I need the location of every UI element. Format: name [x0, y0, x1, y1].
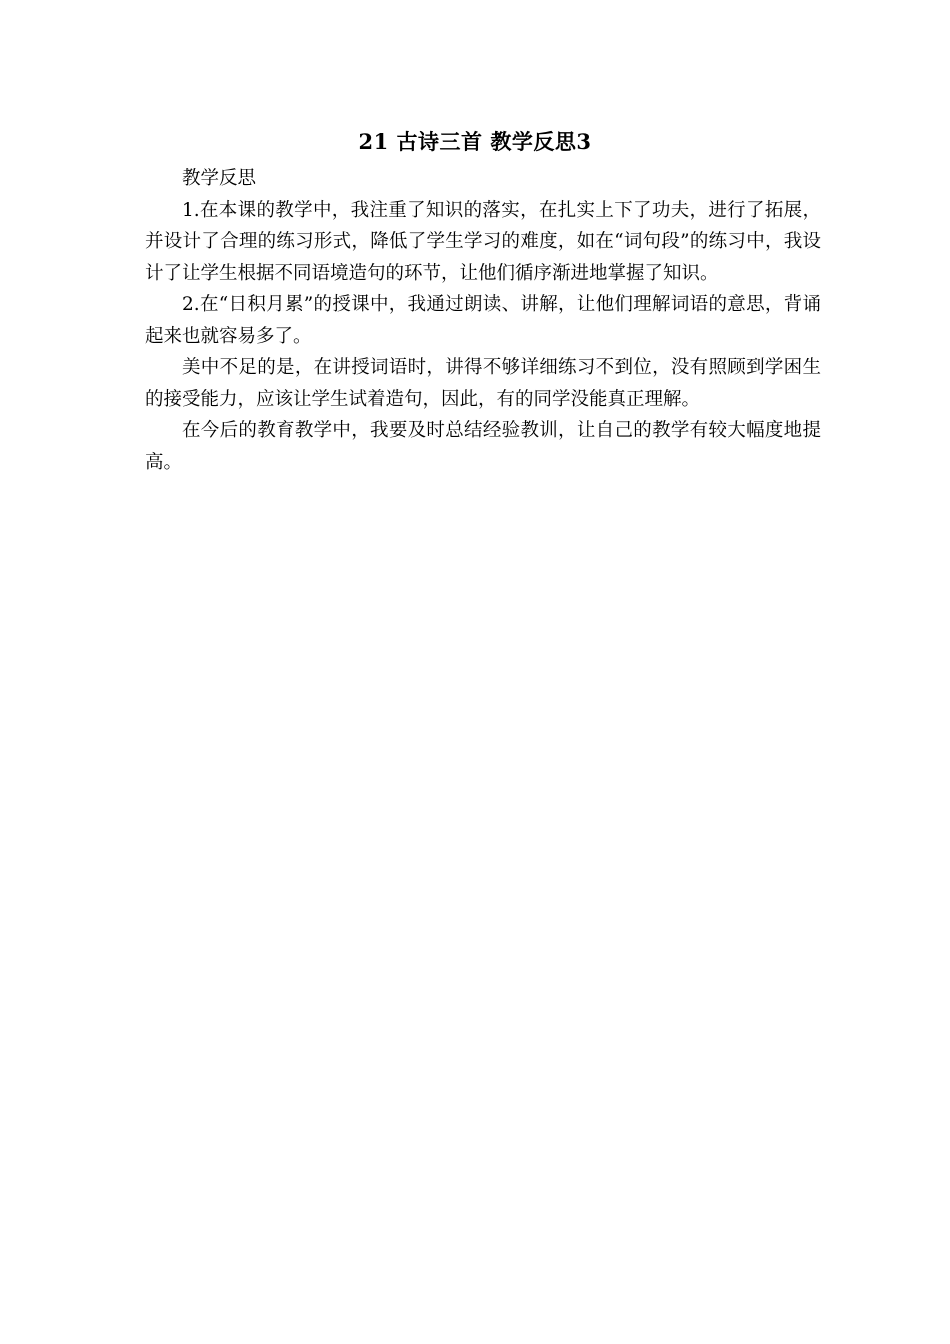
paragraph-1: 1.在本课的教学中，我注重了知识的落实，在扎实上下了功夫，进行了拓展，并设计了合理的练习形式，降低了学生学习的难度，如在“词句段”的练习中，我设计了让学生根据不同语境造句的环节，让他们循序渐进地掌握了知识。 — [145, 199, 821, 284]
paragraph-3: 美中不足的是，在讲授词语时，讲得不够详细练习不到位，没有照顾到学困生的接受能力，应该让学生试着造句，因此，有的同学没能真正理解。 — [145, 357, 821, 410]
section-heading: 教学反思 — [182, 168, 257, 189]
paragraph-2: 2.在“日积月累”的授课中，我通过朗读、讲解，让他们理解词语的意思，背诵起来也就容易多了。 — [145, 294, 821, 347]
paragraph-4: 在今后的教育教学中，我要及时总结经验教训，让自己的教学有较大幅度地提高。 — [145, 420, 821, 473]
document-body — [145, 163, 821, 478]
document-title: 21 古诗三首 教学反思3 — [358, 129, 592, 154]
